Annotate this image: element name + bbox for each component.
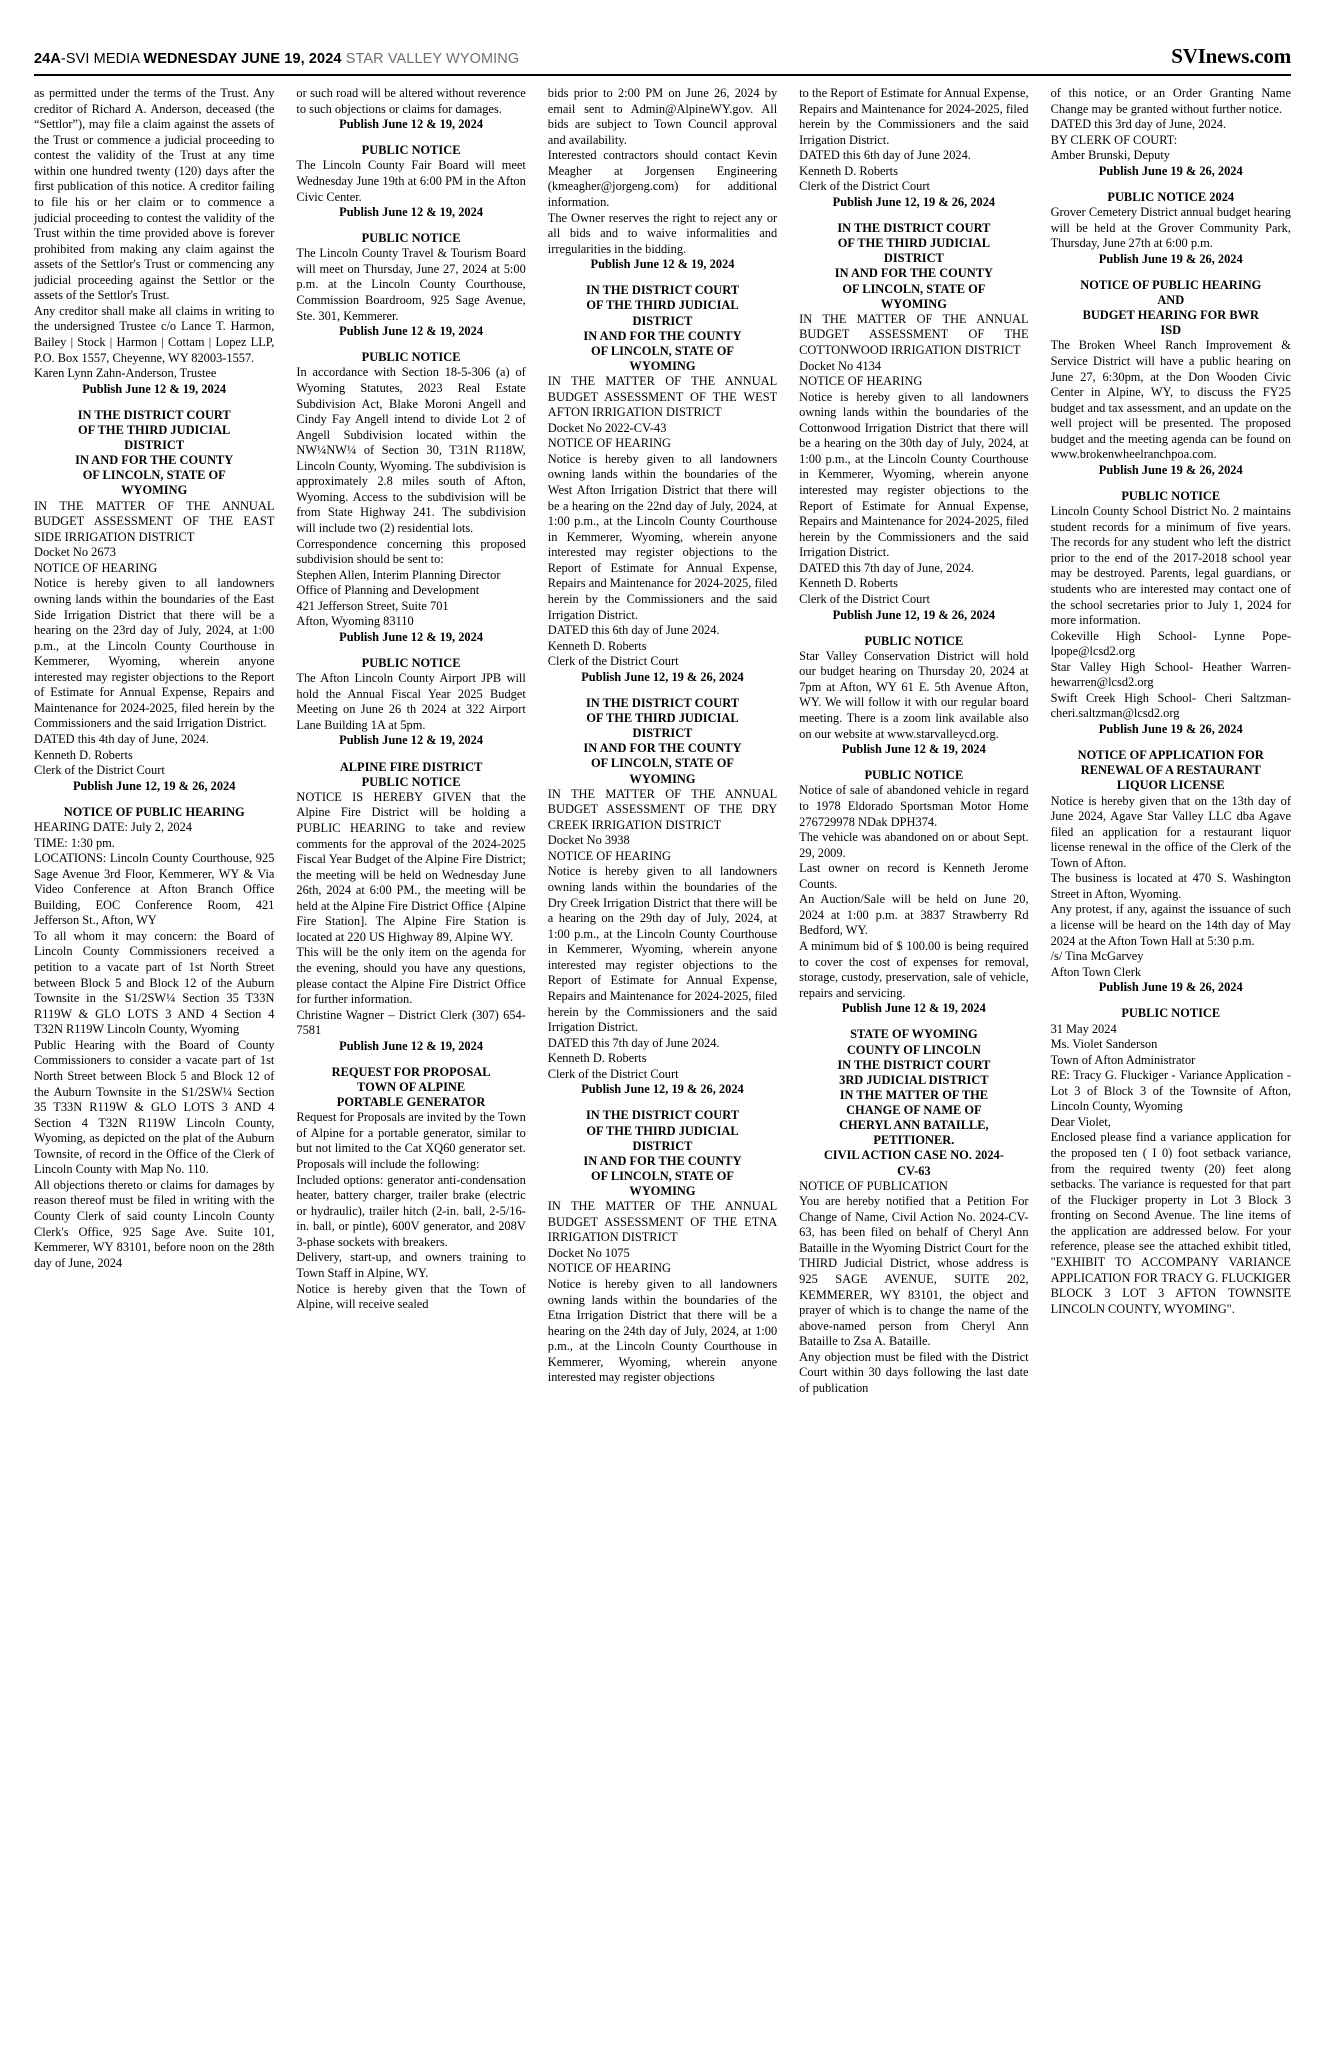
notice-paragraph: IN THE MATTER OF THE ANNUAL BUDGET ASSESSMENT OF THE WEST AFTON IRRIGATION DISTRICT xyxy=(547,374,778,420)
notice-paragraph: Stephen Allen, Interim Planning Director xyxy=(296,567,501,582)
notice-spacer xyxy=(548,1097,777,1108)
notice-paragraph: 31 May 2024 xyxy=(1050,1021,1117,1036)
notice-paragraph: Last owner on record is Kenneth Jerome Counts. xyxy=(799,861,1029,891)
notice-paragraph: Enclosed please find a variance application for the proposed ten ( I 0) foot setback variance, from the required twenty (20) feet along setbacks. The variance is requested for that part of the Fluckiger property in Lot 3 Block 3 fronting on Second Avenue. The line items of the application are addressed below. For your reference, please see the attached exhibit titled, "EXHIBIT TO ACCOMPANY VARIANCE APPLICATION FOR TRACY G. FLUCKIGER BLOCK 3 LOT 3 AFTON TOWNSITE LINCOLN COUNTY, WYOMING". xyxy=(1050,1130,1291,1316)
notice-heading: REQUEST FOR PROPOSAL TOWN OF ALPINE PORTABLE GENERATOR xyxy=(331,1064,491,1110)
notice-spacer xyxy=(1051,179,1291,190)
notice-paragraph: bids prior to 2:00 PM on June 26, 2024 by email sent to Admin@AlpineWY.gov. All bids are subject to Town Council approval and availability. xyxy=(547,86,778,147)
notice-paragraph: Amber Brunski, Deputy xyxy=(1050,148,1170,163)
notice-paragraph: to the Report of Estimate for Annual Expense, Repairs and Maintenance for 2024-2025, filed herein by the Commissioners and the said Irrigation District. xyxy=(799,86,1029,147)
notice-paragraph: LOCATIONS: Lincoln County Courthouse, 925 Sage Avenue 3rd Floor, Kemmerer, WY & Via Video Conference at Afton Branch Office Building, EOC Conference Room, 421 Jefferson St., Afton, WY xyxy=(34,851,275,928)
column-5 xyxy=(1040,86,1291,2016)
notice-paragraph: of this notice, or an Order Granting Name Change may be granted without further notice. xyxy=(1050,86,1291,116)
publish-dates: Publish June 12 & 19, 2024 xyxy=(82,381,227,396)
notice-paragraph: DATED this 7th day of June 2024. xyxy=(547,1035,720,1050)
notice-spacer xyxy=(799,757,1028,768)
notice-paragraph: The Afton Lincoln County Airport JPB will hold the Annual Fiscal Year 2025 Budget Meeting on June 26 th 2024 at 322 Airport Lane Building 1A at 5pm. xyxy=(296,671,526,732)
notice-paragraph: This will be the only item on the agenda for the evening, should you have any questions, please contact the Alpine Fire District Office for further information. xyxy=(296,945,526,1007)
notice-paragraph: DATED this 6th day of June 2024. xyxy=(547,623,720,638)
column-3 xyxy=(537,86,788,2016)
notice-paragraph: Karen Lynn Zahn-Anderson, Trustee xyxy=(34,366,217,381)
publish-dates: Publish June 12 & 19, 2024 xyxy=(339,629,484,644)
notice-paragraph: You are hereby notified that a Petition For Change of Name, Civil Action No. 2024-CV-63, has been filed on behalf of Cheryl Ann Bataille in the Wyoming District Court for the THIRD Judicial District, whose address is 925 SAGE AVENUE, SUITE 202, KEMMERER, WY 83101, the object and prayer of which is to change the name of the above-named person from Cheryl Ann Bataille to Zsa A. Bataille. xyxy=(799,1194,1029,1349)
notice-heading: IN THE DISTRICT COURT OF THE THIRD JUDICIAL DISTRICT IN AND FOR THE COUNTY OF LINCOLN, STATE OF WYOMING xyxy=(583,1108,742,1199)
notice-heading: PUBLIC NOTICE xyxy=(1121,489,1221,503)
notice-paragraph: IN THE MATTER OF THE ANNUAL BUDGET ASSESSMENT OF THE DRY CREEK IRRIGATION DISTRICT xyxy=(547,786,778,832)
notice-paragraph: The Lincoln County Travel & Tourism Board will meet on Thursday, June 27, 2024 at 5:00 p.m. at the Lincoln County Courthouse, Commission Boardroom, 925 Sage Avenue, Ste. 301, Kemmerer. xyxy=(296,246,526,323)
masthead-separator: - xyxy=(60,51,66,67)
notice-paragraph: Docket No 2673 xyxy=(34,545,116,560)
notice-paragraph: Office of Planning and Development xyxy=(296,583,480,598)
notice-spacer xyxy=(296,749,525,760)
notice-spacer xyxy=(799,623,1028,634)
notice-heading: PUBLIC NOTICE xyxy=(361,231,461,246)
publish-dates: Publish June 12, 19 & 26, 2024 xyxy=(832,607,996,622)
publish-dates: Publish June 19 & 26, 2024 xyxy=(1098,251,1243,266)
notice-spacer xyxy=(296,132,525,143)
notice-paragraph: Kenneth D. Roberts xyxy=(547,638,647,653)
notice-spacer xyxy=(548,272,777,283)
notice-paragraph: Clerk of the District Court xyxy=(799,179,930,194)
notice-paragraph: Ms. Violet Sanderson xyxy=(1050,1037,1158,1052)
notice-paragraph: IN THE MATTER OF THE ANNUAL BUDGET ASSESSMENT OF THE ETNA IRRIGATION DISTRICT xyxy=(547,1199,778,1245)
notice-paragraph: DATED this 6th day of June 2024. xyxy=(799,148,971,163)
notice-paragraph: Notice is hereby given that on the 13th day of June 2024, Agave Star Valley LLC dba Agave filed an application for a restaurant liquor license renewal in the office of the Clerk of the Town of Afton. xyxy=(1050,793,1291,870)
publish-dates: Publish June 12 & 19, 2024 xyxy=(339,324,484,339)
notice-paragraph: DATED this 4th day of June, 2024. xyxy=(34,732,209,746)
notice-paragraph: DATED this 7th day of June, 2024. xyxy=(799,560,975,575)
notice-paragraph: Any creditor shall make all claims in writing to the undersigned Trustee c/o Lance T. Harmon, Bailey | Stock | Harmon | Cottam | Lopez LLP, P.O. Box 1557, Cheyenne, WY 82003-1557. xyxy=(34,303,275,365)
notice-paragraph: NOTICE OF PUBLICATION xyxy=(799,1178,948,1193)
notice-spacer xyxy=(1051,478,1291,489)
notice-spacer xyxy=(34,397,274,408)
notice-heading: IN THE DISTRICT COURT OF THE THIRD JUDICIAL DISTRICT IN AND FOR THE COUNTY OF LINCOLN, STATE OF WYOMING xyxy=(834,221,993,311)
column-container xyxy=(34,86,1291,2016)
notice-heading: PUBLIC NOTICE xyxy=(361,656,461,671)
notice-heading: PUBLIC NOTICE xyxy=(864,633,964,648)
notice-heading: NOTICE OF PUBLIC HEARING xyxy=(63,804,245,819)
notice-paragraph: Public Hearing with the Board of County Commissioners to consider a vacate part of 1st North Street between Block 5 and Block 12 of the Auburn Townsite in the S1/2SW¼ Section 35 T33N R119W & GLO LOTS 3 AND 4 Section 4 T32N R119W Lincoln County, Wyoming, as depicted on the plat of the Auburn Townsite, of record in the Office of the Clerk of Lincoln County with Map No. 110. xyxy=(34,1037,275,1177)
publish-dates: Publish June 12 & 19, 2024 xyxy=(339,205,484,220)
notice-paragraph: Any objection must be filed with the District Court within 30 days following the last date of publication xyxy=(799,1349,1029,1395)
notice-spacer xyxy=(799,1016,1028,1027)
notice-paragraph: Swift Creek High School- Cheri Saltzman- cheri.saltzman@lcsd2.org xyxy=(1050,690,1291,721)
notice-spacer xyxy=(34,794,274,805)
notice-paragraph: Interested contractors should contact Kevin Meagher at Jorgensen Engineering (kmeagher@jorgeng.com) for additional information. xyxy=(547,148,778,209)
notice-paragraph: Docket No 1075 xyxy=(547,1245,630,1260)
notice-paragraph: Clerk of the District Court xyxy=(799,591,930,606)
notice-paragraph: To all whom it may concern: the Board of Lincoln County Commissioners received a petition to a vacate part of 1st North Street between Block 5 and Block 12 of the Auburn Townsite in the S1/2SW¼ Section 35 T33N R119W & GLO LOTS 3 AND 4 Section 4 T32N R119W Lincoln County, Wyoming xyxy=(34,928,275,1037)
notice-paragraph: Cokeville High School- Lynne Pope- lpope@lcsd2.org xyxy=(1050,628,1291,659)
notice-paragraph: NOTICE OF HEARING xyxy=(547,1261,671,1276)
notice-heading: PUBLIC NOTICE xyxy=(864,768,964,783)
notice-paragraph: Notice is hereby given to all landowners owning lands within the boundaries of the Etna Irrigation District that there will be a hearing on the 24th day of July, 2024, at 1:00 p.m., at the Lincoln County Courthouse in Kemmerer, Wyoming, wherein anyone interested may register objections xyxy=(547,1277,778,1385)
notice-heading: PUBLIC NOTICE xyxy=(361,143,461,158)
notice-paragraph: NOTICE OF HEARING xyxy=(799,374,923,389)
notice-paragraph: Delivery, start-up, and owners training to Town Staff in Alpine, WY. xyxy=(296,1250,526,1280)
notice-paragraph: The Owner reserves the right to reject any or all bids and to waive informalities and irregularities in the bidding. xyxy=(547,210,778,256)
notice-spacer xyxy=(296,1054,525,1065)
publish-dates: Publish June 12 & 19, 2024 xyxy=(339,117,484,132)
notice-paragraph: Town of Afton Administrator xyxy=(1050,1052,1196,1067)
notice-paragraph: NOTICE OF HEARING xyxy=(547,848,671,863)
notice-spacer xyxy=(548,685,777,696)
masthead-left xyxy=(34,51,519,67)
notice-paragraph: Lincoln County School District No. 2 maintains student records for a minimum of five years. The records for any student who left the district prior to the end of the 2017-2018 school year may be destroyed. Parents, legal guardians, or students who are interested may contact one of the school secretaries prior to July 1, 2024 for more information. xyxy=(1050,504,1291,628)
notice-heading: STATE OF WYOMING COUNTY OF LINCOLN IN THE DISTRICT COURT 3RD JUDICIAL DISTRICT IN THE MATTER OF THE CHANGE OF NAME OF CHERYL ANN BATAILLE, PETITIONER. CIVIL ACTION CASE NO. 2024- CV-63 xyxy=(823,1027,1004,1178)
notice-paragraph: Docket No 2022-CV-43 xyxy=(547,420,667,435)
notice-paragraph: Grover Cemetery District annual budget hearing will be held at the Grover Community Park, Thursday, June 27th at 6:00 p.m. xyxy=(1050,205,1291,251)
publish-dates: Publish June 19 & 26, 2024 xyxy=(1098,722,1243,736)
publish-dates: Publish June 12, 19 & 26, 2024 xyxy=(581,1082,744,1097)
notice-heading: IN THE DISTRICT COURT OF THE THIRD JUDICIAL DISTRICT IN AND FOR THE COUNTY OF LINCOLN, STATE OF WYOMING xyxy=(583,283,742,373)
notice-paragraph: The business is located at 470 S. Washington Street in Afton, Wyoming. xyxy=(1050,871,1291,901)
notice-paragraph: Star Valley High School- Heather Warren- hewarren@lcsd2.org xyxy=(1050,659,1291,690)
notice-spacer xyxy=(296,220,525,231)
publisher-name: SVI MEDIA xyxy=(65,51,140,67)
notice-paragraph: or such road will be altered without reverence to such objections or claims for damages. xyxy=(296,86,526,116)
publish-dates: Publish June 12, 19 & 26, 2024 xyxy=(832,194,996,209)
notice-paragraph: Clerk of the District Court xyxy=(34,763,165,778)
issue-date: WEDNESDAY JUNE 19, 2024 xyxy=(143,51,342,67)
notice-spacer xyxy=(296,339,525,350)
notice-paragraph: /s/ Tina McGarvey xyxy=(1050,949,1144,964)
notice-paragraph: TIME: 1:30 pm. xyxy=(34,835,115,850)
notice-spacer xyxy=(1051,995,1291,1006)
notice-paragraph: BY CLERK OF COURT: xyxy=(1050,132,1178,147)
notice-paragraph: Notice is hereby given that the Town of Alpine, will receive sealed xyxy=(296,1281,526,1312)
notice-paragraph: The Lincoln County Fair Board will meet Wednesday June 19th at 6:00 PM in the Afton Civic Center. xyxy=(296,158,526,204)
notice-paragraph: Kenneth D. Roberts xyxy=(34,747,133,762)
notice-paragraph: NOTICE OF HEARING xyxy=(547,436,671,451)
notice-heading: NOTICE OF PUBLIC HEARING AND BUDGET HEARING FOR BWR ISD xyxy=(1080,277,1262,338)
notice-paragraph: DATED this 3rd day of June, 2024. xyxy=(1050,117,1227,132)
notice-paragraph: Clerk of the District Court xyxy=(547,1066,679,1081)
notice-spacer xyxy=(296,645,525,656)
publish-dates: Publish June 19 & 26, 2024 xyxy=(1098,163,1243,178)
notice-paragraph: Correspondence concerning this proposed subdivision should be sent to: xyxy=(296,536,526,567)
masthead xyxy=(34,44,1291,76)
notice-paragraph: Notice is hereby given to all landowners owning lands within the boundaries of the Cottonwood Irrigation District that there will be a hearing on the 30th day of July, 2024, at 1:00 p.m., at the Lincoln County Courthouse in Kemmerer, Wyoming, wherein anyone interested may register objections to the Report of Estimate for Annual Expense, Repairs and Maintenance for 2024-2025, filed herein by the Commissioners and the said Irrigation District. xyxy=(799,389,1029,560)
publish-dates: Publish June 19 & 26, 2024 xyxy=(1098,462,1243,477)
notice-paragraph: NOTICE IS HEREBY GIVEN that the Alpine Fire District will be holding a PUBLIC HEARING to take and review comments for the approval of the 2024-2025 Fiscal Year Budget of the Alpine Fire District; the meeting will be held on Wednesday June 26th, 2024 at 6:00 PM., the meeting will be held at the Alpine Fire District Office {Alpine Fire Station]. The Alpine Fire Station is located at 220 US Highway 89, Alpine WY. xyxy=(296,789,526,944)
publish-dates: Publish June 12, 19 & 26, 2024 xyxy=(72,778,236,793)
notice-heading: PUBLIC NOTICE 2024 xyxy=(1107,189,1235,204)
notice-paragraph: Clerk of the District Court xyxy=(547,654,679,669)
notice-paragraph: Docket No 4134 xyxy=(799,358,882,373)
notice-paragraph: Dear Violet, xyxy=(1050,1114,1111,1129)
notice-paragraph: All objections thereto or claims for damages by reason thereof must be filed in writing with the County Clerk of said county Lincoln County Clerk's Office, 925 Sage Ave. Suite 101, Kemmerer, WY 83101, before noon on the 28th day of June, 2024 xyxy=(34,1177,275,1270)
publish-dates: Publish June 12, 19 & 26, 2024 xyxy=(581,669,744,684)
notice-paragraph: Afton Town Clerk xyxy=(1050,964,1142,979)
notice-paragraph: Kenneth D. Roberts xyxy=(799,163,898,178)
publish-dates: Publish June 12 & 19, 2024 xyxy=(841,1001,986,1016)
notice-spacer xyxy=(1051,267,1291,278)
paper-name: STAR VALLEY WYOMING xyxy=(345,51,520,67)
notice-paragraph: The vehicle was abandoned on or about Sept. 29, 2009. xyxy=(799,830,1029,860)
publish-dates: Publish June 12 & 19, 2024 xyxy=(339,1038,484,1053)
notice-paragraph: A minimum bid of $ 100.00 is being required to cover the cost of expenses for removal, storage, custody, preservation, sale of vehicle, repairs and servicing. xyxy=(799,939,1029,1000)
notice-spacer xyxy=(1051,737,1291,748)
website-url: SVInews.com xyxy=(1171,44,1291,68)
column-4 xyxy=(788,86,1039,2016)
notice-paragraph: Star Valley Conservation District will hold our budget hearing on Thursday 20, 2024 at 7pm at Afton, WY 61 E. 5th Avenue Afton, WY. We will follow it with our regular board meeting. There is a zoom link available also on our website at www.starvalleycd.org. xyxy=(799,648,1029,741)
notice-paragraph: Kenneth D. Roberts xyxy=(799,576,898,591)
notice-heading: IN THE DISTRICT COURT OF THE THIRD JUDICIAL DISTRICT IN AND FOR THE COUNTY OF LINCOLN, STATE OF WYOMING xyxy=(75,407,234,498)
notice-paragraph: Notice is hereby given to all landowners owning lands within the boundaries of the Dry Creek Irrigation District that there will be a hearing on the 29th day of July, 2024, at 1:00 p.m., at the Lincoln County Courthouse in Kemmerer, Wyoming, wherein anyone interested may register objections to the Report of Estimate for Annual Expense, Repairs and Maintenance for 2024-2025, filed herein by the Commissioners and the said Irrigation District. xyxy=(547,864,778,1035)
notice-heading: NOTICE OF APPLICATION FOR RENEWAL OF A RESTAURANT LIQUOR LICENSE xyxy=(1077,748,1264,793)
notice-paragraph: Afton, Wyoming 83110 xyxy=(296,614,414,629)
notice-paragraph: Request for Proposals are invited by the Town of Alpine for a portable generator, similar to but not limited to the Cat XQ60 generator set. Proposals will include the following: xyxy=(296,1110,526,1171)
notice-paragraph: The Broken Wheel Ranch Improvement & Service District will have a public hearing on June 27, 6:30pm, at the Don Wooden Civic Center in Alpine, WY, to discuss the FY25 budget and tax assessment, and an update on the well project will be presented. The proposed budget and the meeting agenda can be found on www.brokenwheelranchpoa.com. xyxy=(1050,338,1291,462)
notice-paragraph: RE: Tracy G. Fluckiger - Variance Application - Lot 3 of Block 3 of the Townsite of Afton, Lincoln County, Wyoming xyxy=(1050,1068,1291,1114)
notice-paragraph: IN THE MATTER OF THE ANNUAL BUDGET ASSESSMENT OF THE COTTONWOOD IRRIGATION DISTRICT xyxy=(799,311,1029,357)
notice-paragraph: In accordance with Section 18-5-306 (a) of Wyoming Statutes, 2023 Real Estate Subdivision Act, Blake Moroni Angell and Cindy Fay Angell intend to divide Lot 2 of Angell Subdivision located within the NW¼NW¼ of Section 30, T31N R118W, Lincoln County, Wyoming. The subdivision is approximately 2.8 miles south of Afton, Wyoming. Access to the subdivision will be from State Highway 241. The subdivision will include two (2) residential lots. xyxy=(296,365,526,535)
column-1 xyxy=(34,86,285,2016)
publish-dates: Publish June 19 & 26, 2024 xyxy=(1098,980,1243,995)
notice-spacer xyxy=(799,210,1028,221)
notice-paragraph: Notice is hereby given to all landowners owning lands within the boundaries of the East Side Irrigation District that there will be a hearing on the 23rd day of July, 2024, at 1:00 p.m., at the Lincoln County Courthouse in Kemmerer, Wyoming, wherein anyone interested may register objections to the Report of Estimate for Annual Expense, Repairs and Maintenance for 2024-2025, filed herein by the Commissioners and the said Irrigation District. xyxy=(34,576,275,731)
notice-paragraph: NOTICE OF HEARING xyxy=(34,560,158,575)
notice-heading: ALPINE FIRE DISTRICT PUBLIC NOTICE xyxy=(339,759,483,789)
notice-paragraph: Christine Wagner – District Clerk (307) 654-7581 xyxy=(296,1007,526,1038)
notice-heading: PUBLIC NOTICE xyxy=(1121,1006,1221,1021)
notice-paragraph: An Auction/Sale will be held on June 20, 2024 at 1:00 p.m. at 3837 Strawberry Rd Bedford, WY. xyxy=(799,892,1029,938)
column-2 xyxy=(285,86,536,2016)
notice-paragraph: Kenneth D. Roberts xyxy=(547,1051,647,1066)
publish-dates: Publish June 12 & 19, 2024 xyxy=(590,257,735,272)
publish-dates: Publish June 12 & 19, 2024 xyxy=(339,733,484,748)
notice-paragraph: Notice is hereby given to all landowners owning lands within the boundaries of the West Afton Irrigation District that there will be a hearing on the 22nd day of July, 2024, at 1:00 p.m., at the Lincoln County Courthouse in Kemmerer, Wyoming, wherein anyone interested may register objections to the Report of Estimate for Annual Expense, Repairs and Maintenance for 2024-2025, filed herein by the Commissioners and the said Irrigation District. xyxy=(547,451,778,622)
publish-dates: Publish June 12 & 19, 2024 xyxy=(841,742,986,757)
notice-paragraph: Notice of sale of abandoned vehicle in regard to 1978 Eldorado Sportsman Motor Home 276729978 NDak DPH374. xyxy=(799,783,1029,829)
notice-paragraph: Docket No 3938 xyxy=(547,833,630,848)
notice-paragraph: as permitted under the terms of the Trust. Any creditor of Richard A. Anderson, deceased (the “Settlor”), may file a claim against the assets of the Trust or commence a judicial proceeding to contest the validity of the Trust at any time within one hundred twenty (120) days after the first publication of this notice. A creditor failing to file his or her claim or to commence a judicial proceeding to contest the validity of the Trust within the time provided above is forever prohibited from making any claim against the assets of the Settlor's Trust or commencing any judicial proceeding against the Settlor or the assets of the Settlor's Trust. xyxy=(34,86,275,303)
notice-paragraph: HEARING DATE: July 2, 2024 xyxy=(34,819,192,834)
notice-paragraph: IN THE MATTER OF THE ANNUAL BUDGET ASSESSMENT OF THE EAST SIDE IRRIGATION DISTRICT xyxy=(34,498,275,544)
notice-heading: PUBLIC NOTICE xyxy=(361,350,461,365)
page-number: 24A xyxy=(34,51,61,67)
notice-paragraph: Included options: generator anti-condensation heater, battery charger, trailer brake (electric or hydraulic), trailer hitch (2-in. ball, 2-5/16-in. ball, or pintle), 600V generator, and 208V 3-phase sockets with breakers. xyxy=(296,1172,526,1249)
notice-paragraph: 421 Jefferson Street, Suite 701 xyxy=(296,598,449,613)
notice-heading: IN THE DISTRICT COURT OF THE THIRD JUDICIAL DISTRICT IN AND FOR THE COUNTY OF LINCOLN, STATE OF WYOMING xyxy=(583,695,742,786)
notice-paragraph: Any protest, if any, against the issuance of such a license will be heard on the 14th day of May 2024 at the Afton Town Hall at 5:30 p.m. xyxy=(1050,902,1291,948)
